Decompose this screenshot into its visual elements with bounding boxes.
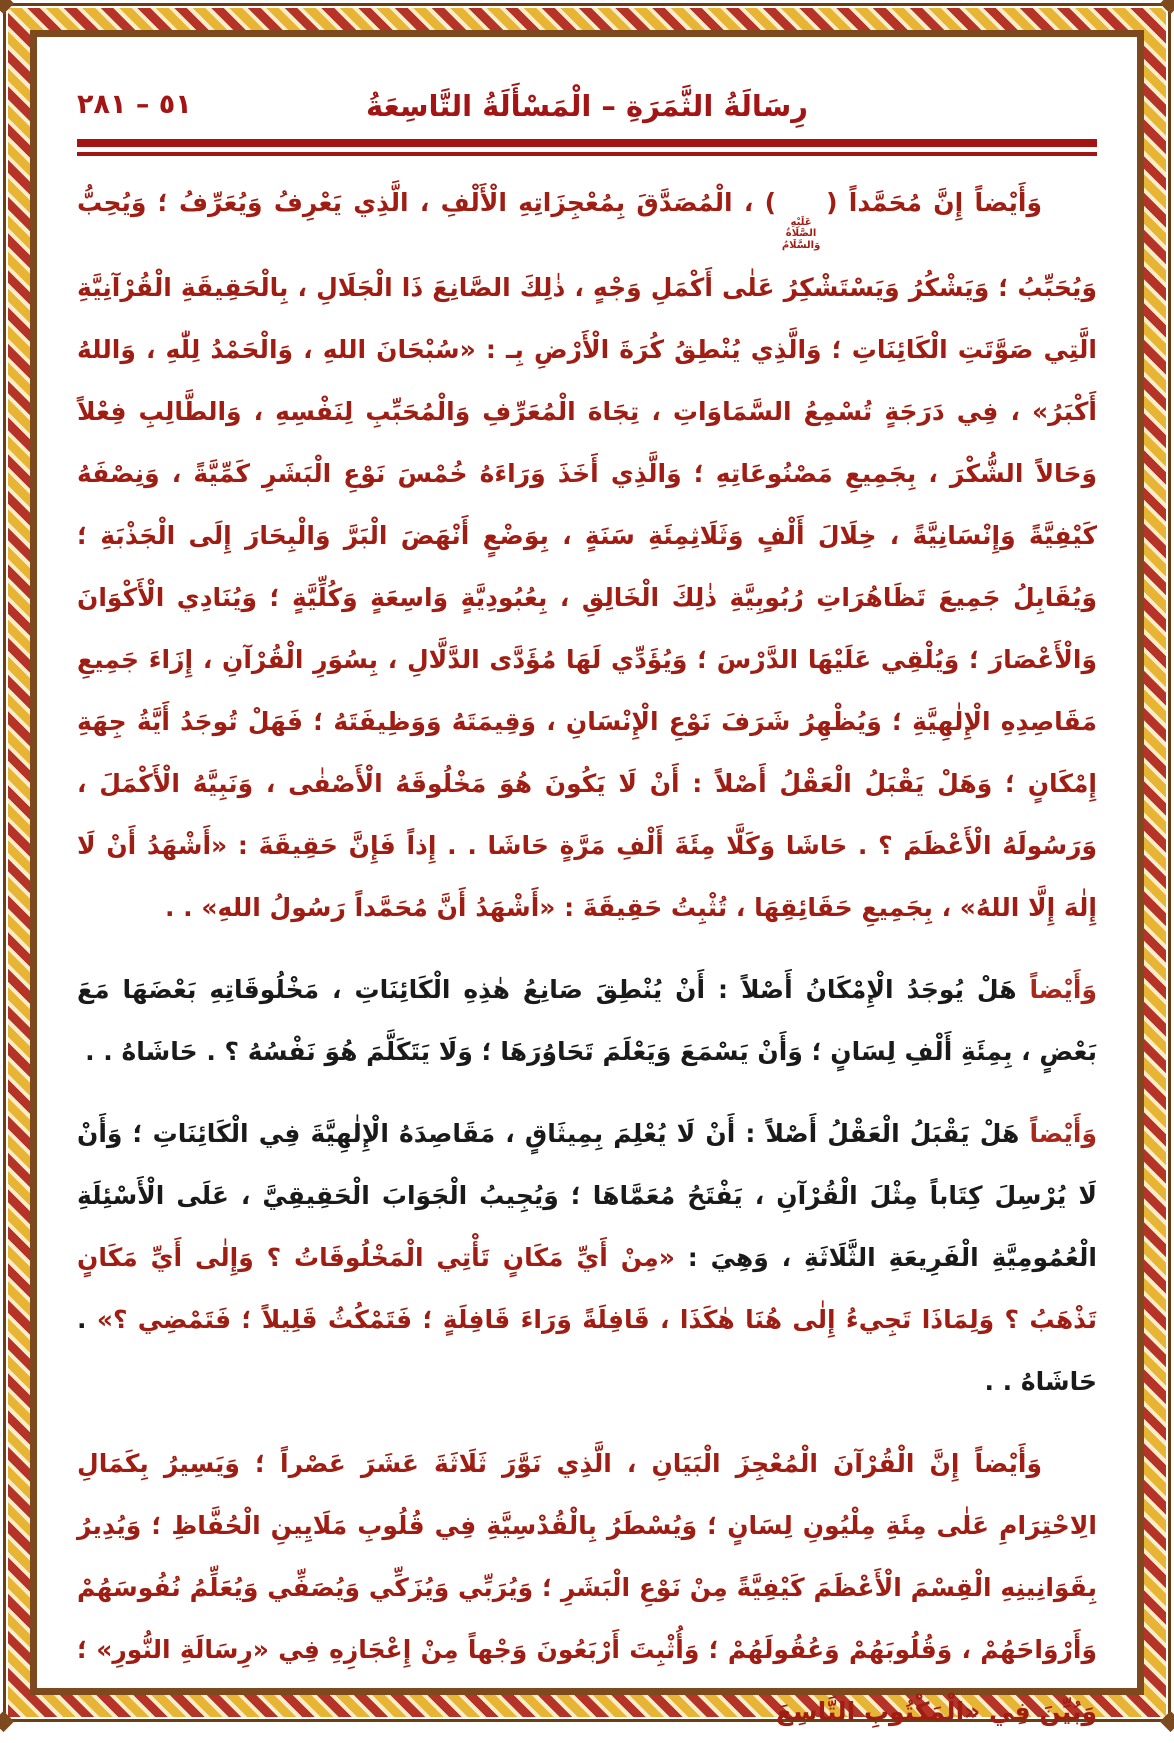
paragraph-4: وَأَيْضاً إِنَّ الْقُرْآنَ الْمُعْجِزَ الْبَيَانِ ، الَّذِي نَوَّرَ ثَلَاثَةَ عَشَرَ عَصْراً ؛ وَيَسِيرُ بِكَمَالِ الِاحْتِرَامِ عَلٰى مِئَةِ مِلْيُونِ لِسَانٍ ؛ وَيُسْطَرُ بِالْقُدْسِيَّةِ فِي قُلُوبِ مَلَايِينِ الْحُفَّاظِ ؛ وَيُدِيرُ بِقَوَانِينِهِ الْقِسْمَ الْأَعْظَمَ كَيْفِيَّةً مِنْ نَوْعِ الْبَشَرِ ؛ وَيُرَبِّي وَيُزَكِّي وَيُصَفِّي وَيُعَلِّمُ نُفُوسَهُمْ وَأَرْوَاحَهُمْ ، وَقُلُوبَهُمْ وَعُقُولَهُمْ ؛ وَأُثْبِتَ أَرْبَعُونَ وَجْهاً مِنْ إِعْجَازِهِ فِي «رِسَالَةِ النُّورِ» ؛ وَبُيِّنَ فِي «الْمَكْتُوبِ التَّاسِعَ [77,1448,1097,1726]
paragraph-1-text-after-honorific: ) ، الْمُصَدَّقَ بِمُعْجِزَاتِهِ الْأَلْفِ ، الَّذِي يَعْرِفُ وَيُعَرِّفُ ؛ وَيُحِبُّ وَيُحَبِّبُ ؛ وَيَشْكُرُ وَيَسْتَشْكِرُ عَلٰى أَكْمَلِ وَجْهٍ ، ذٰلِكَ الصَّانِعَ ذَا الْجَلَالِ ، بِالْحَقِيقَةِ الْقُرْآنِيَّةِ الَّتِي صَوَّتَتِ الْكَائِنَاتِ ؛ وَالَّذِي يُنْطِقُ كُرَةَ الْأَرْضِ بِـ : «سُبْحَانَ اللهِ ، وَالْحَمْدُ لِلّٰهِ ، وَاللهُ أَكْبَرُ» ، فِي دَرَجَةٍ تُسْمِعُ السَّمَاوَاتِ ، تِجَاهَ الْمُعَرِّفِ وَالْمُحَبِّبِ لِنَفْسِهِ ، وَالطَّالِبِ فِعْلاً وَحَالاً الشُّكْرَ ، بِجَمِيعِ مَصْنُوعَاتِهِ ؛ وَالَّذِي أَخَذَ وَرَاءَهُ خُمْسَ نَوْعِ الْبَشَرِ كَمِّيَّةً ، وَنِصْفَهُ كَيْفِيَّةً وَإِنْسَانِيَّةً ، خِلَالَ أَلْفٍ وَثَلَاثِمِئَةِ سَنَةٍ ، بِوَضْعٍ أَنْهَضَ الْبَرَّ وَالْبِحَارَ إِلَى الْجَذْبَةِ ؛ وَيُقَابِلُ جَمِيعَ تَظَاهُرَاتِ رُبُوبِيَّةِ ذٰلِكَ الْخَالِقِ ، بِعُبُودِيَّةٍ وَاسِعَةٍ وَكُلِّيَّةٍ ؛ وَيُنَادِي الْأَكْوَانَ وَالْأَعْصَارَ ؛ وَيُلْقِي عَلَيْهَا الدَّرْسَ ؛ وَيُؤَدِّي لَهَا مُؤَدَّى الدَّلَّالِ ، بِسُوَرِ الْقُرْآنِ ، إِزَاءَ جَمِيعِ مَقَاصِدِهِ الْإِلٰهِيَّةِ ؛ وَيُظْهِرُ شَرَفَ نَوْعِ الْإِنْسَانِ ، وَقِيمَتَهُ وَوَظِيفَتَهُ ؛ فَهَلْ تُوجَدُ أَيَّةُ جِهَةِ إِمْكَانٍ ؛ وَهَلْ يَقْبَلُ الْعَقْلُ أَصْلاً : أَنْ لَا يَكُونَ هُوَ مَخْلُوقَهُ الْأَصْفٰى ، وَنَبِيَّهُ الْأَكْمَلَ ، وَرَسُولَهُ الْأَعْظَمَ ؟ . حَاشَا وَكَلَّا مِئَةَ أَلْفِ مَرَّةٍ حَاشَا . . إِذاً فَإِنَّ حَقِيقَةَ : «أَشْهَدُ أَنْ لَا إِلٰهَ إِلَّا اللهُ» ، بِجَمِيعِ حَقَائِقِهَا ، تُثْبِتُ حَقِيقَةَ : «أَشْهَدُ أَنَّ مُحَمَّداً رَسُولُ اللهِ» . . [77,187,1097,922]
paragraph-2-lead-word: وَأَيْضاً [1029,974,1097,1004]
paragraph-2-text: هَلْ يُوجَدُ الْإِمْكَانُ أَصْلاً : أَنْ يُنْطِقَ صَانِعُ هٰذِهِ الْكَائِنَاتِ ، مَخْلُوقَاتِهِ بَعْضَهَا مَعَ بَعْضٍ ، بِمِئَةِ أَلْفِ لِسَانٍ ؛ وَأَنْ يَسْمَعَ وَيَعْلَمَ تَحَاوُرَهَا ؛ وَلَا يَتَكَلَّمَ هُوَ نَفْسُهُ ؟ . حَاشَاهُ . . [77,974,1097,1066]
paragraph-3-text: هَلْ يَقْبَلُ الْعَقْلُ أَصْلاً : أَنْ لَا يُعْلِمَ بِمِيثَاقٍ ، مَقَاصِدَهُ الْإِلٰهِيَّةَ فِي الْكَائِنَاتِ ؛ وَأَنْ لَا يُرْسِلَ كِتَاباً مِثْلَ الْقُرْآنِ ، يَفْتَحُ مُعَمَّاهَا ؛ وَيُجِيبُ الْجَوَابَ الْحَقِيقِيَّ ، عَلَى الْأَسْئِلَةِ الْعُمُومِيَّةِ الْفَرِيعَةِ الثَّلَاثَةِ ، وَهِيَ : [77,1118,1097,1272]
header-rule-thin [77,152,1097,156]
page-content [37,37,1137,1726]
paragraph-3 [77,1103,1097,1413]
honorific-line-1: عَلَيْهِ [790,216,812,228]
paragraph-3-lead-word: وَأَيْضاً [1029,1118,1097,1148]
corner-ornament-bottom-left [0,1711,14,1732]
page-header [77,85,1097,129]
paragraph-3-tail: . حَاشَاهُ . . [77,1304,1097,1396]
paragraph-1 [77,172,1097,939]
header-rule [77,139,1097,156]
paragraph-2 [77,959,1097,1083]
corner-ornament-bottom-right [1160,1711,1174,1732]
honorific-emblem [776,211,826,257]
paragraph-1-text-before-honorific: وَأَيْضاً إِنَّ مُحَمَّداً ( [826,187,1043,217]
page-number: ٥١ – ٢٨١ [77,89,192,120]
corner-ornament-top-right [1160,0,1174,14]
honorific-line-2: الصَّلَاةُ [785,228,817,239]
page-title: رِسَالَةُ الثَّمَرَةِ – الْمَسْأَلَةُ التَّاسِعَةُ [366,89,808,123]
header-rule-thick [77,139,1097,147]
corner-ornament-top-left [0,0,14,14]
honorific-line-3: وَالسَّلَامُ [781,239,821,251]
paragraph-3-quoted-question: «مِنْ أَيِّ مَكَانٍ تَأْتِي الْمَخْلُوقَاتُ ؟ وَإِلٰى أَيِّ مَكَانٍ تَذْهَبُ ؟ وَلِمَاذَا تَجِيءُ إِلٰى هُنَا هٰكَذَا ، قَافِلَةً وَرَاءَ قَافِلَةٍ ؛ فَتَمْكُثُ قَلِيلاً ؛ فَتَمْضِي ؟» [77,1242,1097,1334]
document-body [77,172,1097,1743]
